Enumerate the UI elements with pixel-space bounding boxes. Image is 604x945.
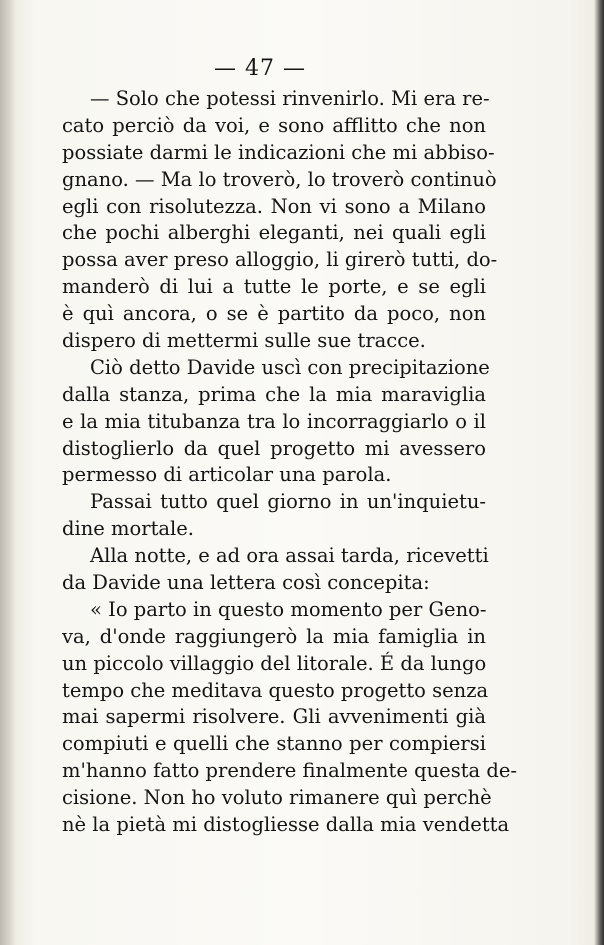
body-text <box>62 86 517 839</box>
text-line: distoglierlo da quel progetto mi avessero <box>62 436 486 460</box>
page-gutter-shadow <box>0 0 16 945</box>
text-line: dine mortale. <box>62 517 195 541</box>
text-line: nè la pietà mi distogliesse dalla mia vendetta <box>62 813 510 837</box>
text-line: Ciò detto Davide uscì con precipitazione <box>90 355 490 379</box>
text-line: va, d'onde raggiungerò la mia famiglia in <box>62 624 486 648</box>
text-line: — Solo che potessi rinvenirlo. Mi era re- <box>90 87 490 110</box>
text-line: permesso di articolar una parola. <box>62 463 392 487</box>
text-line: da Davide una lettera così concepita: <box>62 571 430 595</box>
page-number: — 47 — <box>214 56 306 81</box>
text-line: m'hanno fatto prendere finalmente questa de- <box>62 759 517 783</box>
text-line: dispero di mettermi sulle sue tracce. <box>62 329 426 353</box>
text-line: gnano. — Ma lo troverò, lo troverò continuò <box>62 167 497 191</box>
text-line: tempo che meditava questo progetto senza <box>62 678 489 702</box>
text-line: possa aver preso alloggio, li girerò tutti, do- <box>62 248 498 272</box>
text-line: che pochi alberghi eleganti, nei quali egli <box>62 221 486 245</box>
text-line: compiuti e quelli che stanno per compiersi <box>62 732 486 756</box>
text-line: cisione. Non ho voluto rimanere quì perchè <box>62 786 492 810</box>
text-line: egli con risolutezza. Non vi sono a Milano <box>62 194 486 218</box>
text-line: e la mia titubanza tra lo incorraggiarlo o il <box>62 409 486 433</box>
page-edge-shadow <box>594 0 604 945</box>
text-line: è quì ancora, o se è partito da poco, non <box>62 302 486 326</box>
text-line: mai sapermi risolvere. Gli avvenimenti già <box>62 705 486 729</box>
text-line: Alla notte, e ad ora assai tarda, ricevetti <box>90 544 489 568</box>
text-line: un piccolo villaggio del litorale. É da lungo <box>62 651 487 675</box>
text-line: Passai tutto quel giorno in un'inquietu- <box>90 490 486 514</box>
text-line: « Io parto in questo momento per Geno- <box>90 597 487 621</box>
text-line: dalla stanza, prima che la mia maraviglia <box>62 382 486 406</box>
text-line: cato perciò da voi, e sono afflitto che non <box>62 113 486 137</box>
text-line: manderò di lui a tutte le porte, e se egli <box>62 275 486 299</box>
text-line: possiate darmi le indicazioni che mi abbiso- <box>62 140 495 164</box>
